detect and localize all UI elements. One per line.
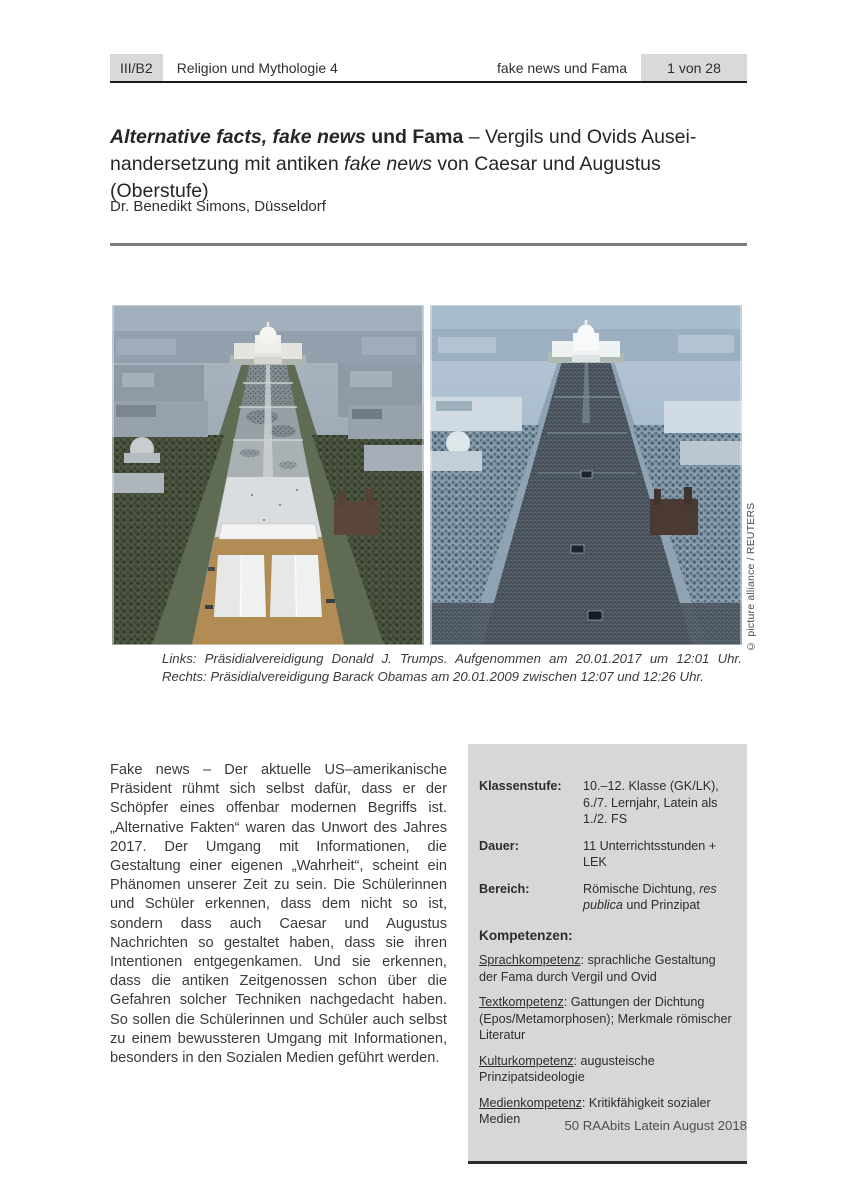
competences-heading: Kompetenzen: — [479, 927, 573, 943]
photo-obama-inauguration-2009 — [430, 305, 742, 645]
page-indicator-badge: 1 von 28 — [641, 54, 747, 81]
info-row-bereich — [479, 881, 736, 914]
info-value: Römische Dichtung, res publica und Prinzipat — [583, 881, 717, 912]
horizontal-rule — [110, 243, 747, 246]
info-value: 11 Unterrichtsstunden + LEK — [583, 838, 717, 869]
photo-trump-inauguration-2017 — [112, 305, 424, 645]
intro-paragraph: Fake news – Der aktuelle US–amerikanische Präsident rühmt sich selbst dafür, dass er der Schöpfer eines offenbar modernen Begriffs ist. „Alternative Fakten“ waren das Unwort des Jahres 2017. Der Umgang mit Informationen, die Gestaltung einer eigenen „Wahrheit“, scheint ein Phänomen unserer Zeit zu sein. Die Schülerinnen und Schüler erkennen, dass dem nicht so ist, sondern dass auch Caesar und Augustus Nachrichten so gestaltet haben, dass sie ihren Intentionen entgegenkamen. Und sie erkennen, dass die antiken Zeitgenossen schon über die Gefahren solcher Techniken nachgedacht haben. So sollen die Schülerinnen und Schüler auch selbst zu einem bewussteren Umgang mit Informationen, besonders in den Sozialen Medien geführt werden. — [110, 762, 447, 1067]
info-box — [468, 744, 747, 1164]
header-topic-label: fake news und Fama — [497, 59, 627, 76]
page-footer: 50 RAAbits Latein August 2018 — [564, 1118, 747, 1133]
competence-text: : sprachliche Gestaltung der Fama durch Vergil und Ovid — [479, 953, 716, 984]
page-title: Alternative facts, fake news und Fama – Vergils und Ovids Ausei- nandersetzung mit antiken fake news von Caesar und Augustus (Oberstufe) — [110, 126, 697, 202]
competence-textkompetenz — [479, 994, 736, 1044]
info-label: Bereich: — [479, 881, 530, 896]
figure-caption-line1: Links: Präsidialvereidigung Donald J. Trumps. Aufgenommen am 20.01.2017 um 12:01 Uhr. — [162, 651, 742, 666]
figure-caption-line2: Rechts: Präsidialvereidigung Barack Obamas am 20.01.2009 zwischen 12:07 und 12:26 Uhr. — [162, 668, 704, 684]
info-row-dauer — [479, 838, 736, 871]
competence-label: Medienkompetenz — [479, 1095, 582, 1110]
page-header — [110, 54, 747, 83]
header-section-label: Religion und Mythologie 4 — [176, 59, 338, 76]
unit-code-badge: III/B2 — [110, 54, 163, 81]
competence-text: : Kritikfähigkeit sozialer Medien — [479, 1095, 711, 1126]
info-label: Dauer: — [479, 838, 519, 853]
competence-sprachkompetenz — [479, 952, 736, 985]
competence-label: Kulturkompetenz — [479, 1053, 574, 1068]
competence-label: Sprachkompetenz — [479, 953, 581, 967]
header-spacer — [338, 54, 497, 81]
competence-text: : augusteische Prinzipatsideologie — [479, 1053, 655, 1084]
info-label: Klassenstufe: — [479, 779, 562, 793]
competence-kulturkompetenz — [479, 1053, 736, 1086]
info-value: 10.–12. Klasse (GK/LK), 6./7. Lernjahr, Latein als 1./2. FS — [583, 779, 719, 826]
competence-text: : Gattungen der Dichtung (Epos/Metamorphosen); Merkmale römischer Literatur — [479, 995, 732, 1042]
figure-caption — [162, 650, 742, 685]
author-line: Dr. Benedikt Simons, Düsseldorf — [110, 198, 326, 215]
info-row-klassenstufe — [479, 778, 736, 828]
competence-label: Textkompetenz — [479, 995, 564, 1009]
photo-credit: © picture alliance / REUTERS — [745, 502, 757, 652]
